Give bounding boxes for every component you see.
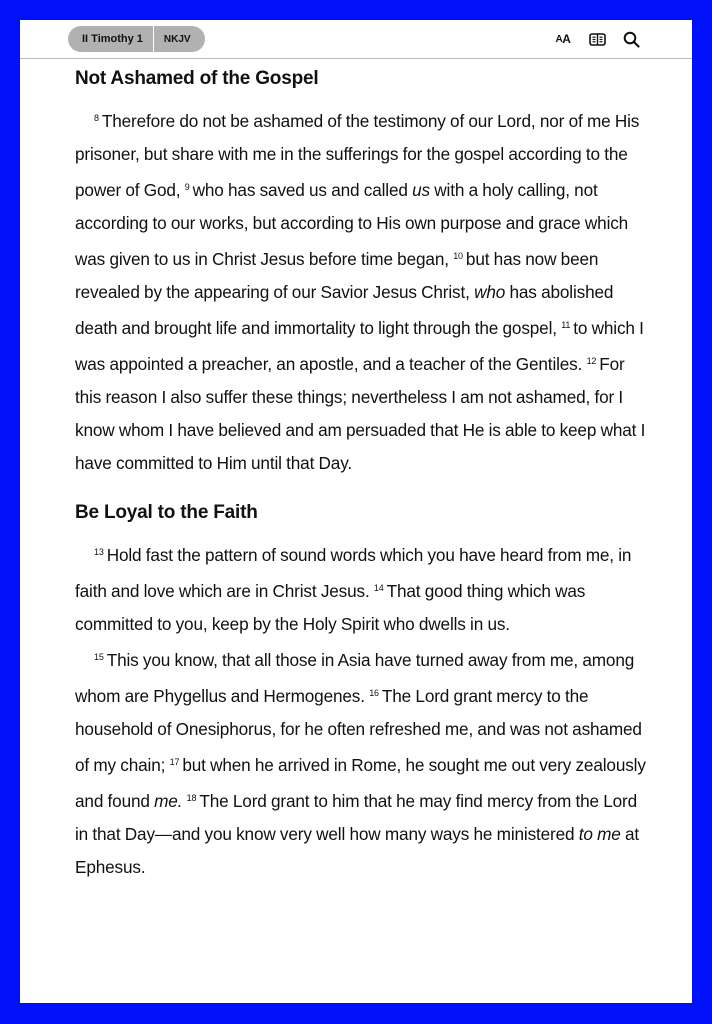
italic-text: to me — [578, 824, 621, 844]
verse-number[interactable]: 13 — [94, 547, 104, 557]
verse-number[interactable]: 8 — [94, 113, 99, 123]
verse-text: That good thing which was committed to you, keep by the Holy Spirit who dwells in us. — [75, 581, 586, 634]
verse-number[interactable]: 11 — [561, 320, 571, 330]
top-bar — [20, 20, 692, 59]
verse-text: Hold fast the pattern of sound words which you have heard from me, in faith and love which are in Christ Jesus. — [75, 545, 632, 601]
section-heading: Not Ashamed of the Gospel — [75, 68, 319, 89]
verse-number[interactable]: 14 — [373, 583, 384, 593]
verse-text: with a holy calling, not according to our works, but according to His own purpose and grace which was given to us in Christ Jesus before time began, — [75, 180, 629, 269]
verse-number[interactable]: 10 — [453, 251, 463, 261]
verse-number[interactable]: 16 — [369, 688, 379, 698]
verse-text: The Lord grant mercy to the household of Onesiphorus, for he often refreshed me, and was not ashamed of my chain; — [75, 686, 642, 775]
section-be-loyal — [75, 498, 650, 884]
italic-text: me. — [154, 791, 183, 811]
paragraph — [75, 641, 650, 884]
reading-mode-icon[interactable] — [588, 30, 606, 48]
verse-text: This you know, that all those in Asia have turned away from me, among whom are Phygellus and Hermogenes. — [75, 650, 635, 706]
text-size-small-a: A — [555, 33, 563, 45]
search-icon[interactable] — [622, 30, 640, 48]
text-size-large-a: A — [562, 32, 571, 46]
verse-text: but has now been revealed by the appearing of our Savior Jesus Christ, — [75, 249, 599, 302]
text-size-icon[interactable] — [554, 30, 572, 48]
verse-text: has abolished death and brought life and immortality to light through the gospel, — [75, 282, 614, 338]
reader-panel — [20, 20, 692, 1003]
verse-number[interactable]: 15 — [94, 652, 104, 662]
chapter-content — [75, 64, 650, 884]
section-not-ashamed — [75, 64, 650, 480]
verse-number[interactable]: 12 — [586, 356, 597, 366]
verse-text: to which I was appointed a preacher, an apostle, and a teacher of the Gentiles. — [75, 318, 644, 374]
paragraph — [75, 102, 650, 480]
verse-text: The Lord grant to him that he may find mercy from the Lord in that Day—and you know very well how many ways he ministered — [75, 791, 638, 844]
italic-text: us — [412, 180, 430, 200]
paragraph — [75, 536, 650, 641]
italic-text: who — [474, 282, 506, 302]
version-button[interactable]: NKJV — [154, 26, 205, 52]
verse-number[interactable]: 18 — [186, 793, 197, 803]
toolbar — [554, 30, 640, 48]
verse-text: at Ephesus. — [75, 824, 640, 877]
section-heading: Be Loyal to the Faith — [75, 502, 258, 523]
passage-selector — [68, 26, 205, 52]
verse-text: Therefore do not be ashamed of the testimony of our Lord, nor of me His prisoner, but share with me in the sufferings for the gospel according to the power of God, — [75, 111, 640, 200]
verse-number[interactable]: 9 — [184, 182, 190, 192]
book-chapter-button[interactable]: II Timothy 1 — [68, 26, 153, 52]
verse-text: For this reason I also suffer these things; nevertheless I am not ashamed, for I know whom I have believed and am persuaded that He is able to keep what I have committed to Him until that Day. — [75, 354, 646, 473]
verse-text: but when he arrived in Rome, he sought me out very zealously and found — [75, 755, 646, 811]
verse-number[interactable]: 17 — [169, 757, 180, 767]
verse-text: who has saved us and called — [192, 180, 413, 200]
